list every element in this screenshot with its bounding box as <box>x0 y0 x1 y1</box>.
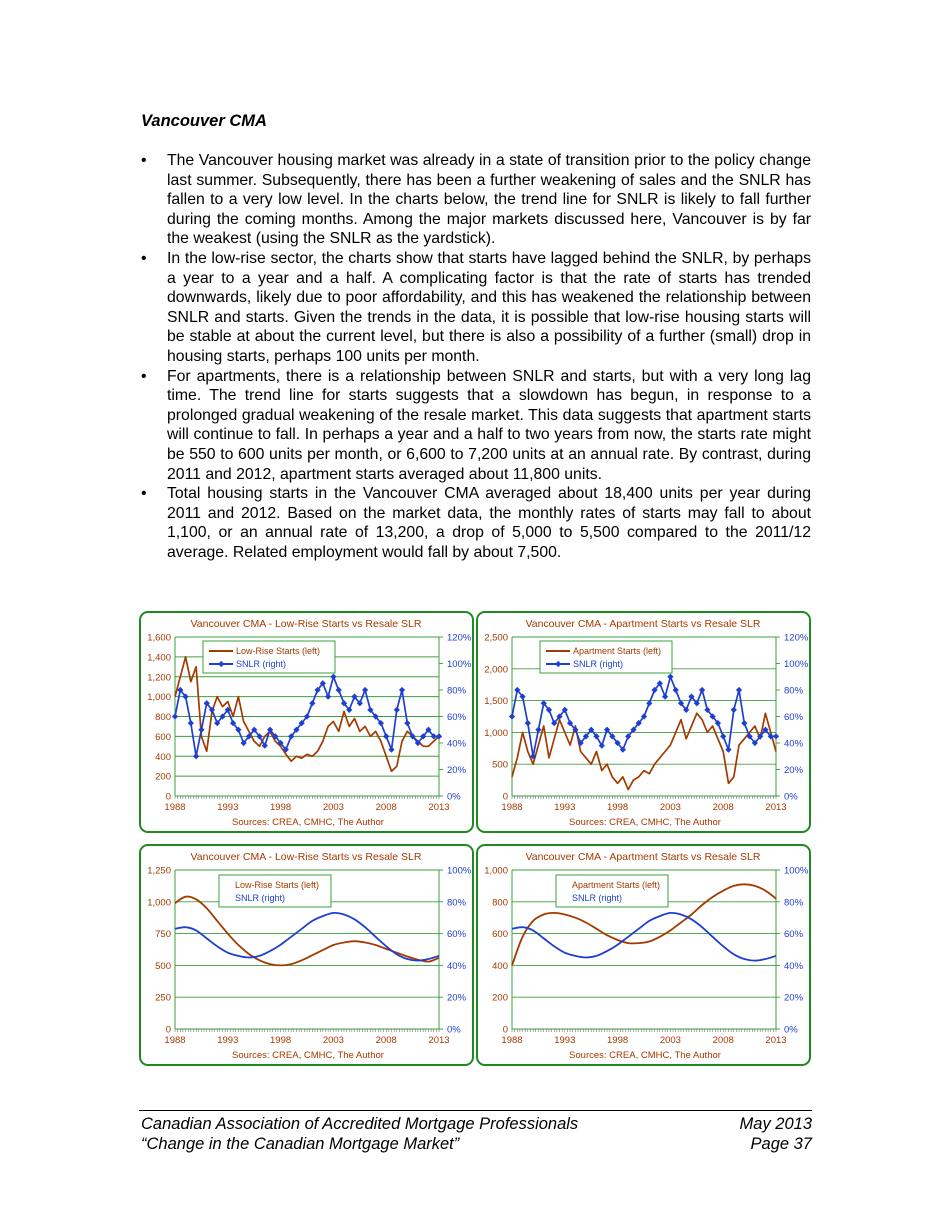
y-right-tick-label: 60% <box>447 929 467 941</box>
chart-apartment-monthly <box>476 611 811 833</box>
y-left-tick-label: 1,000 <box>484 727 508 739</box>
y-left-tick-label: 0 <box>165 791 171 803</box>
x-tick-label: 2013 <box>428 1035 450 1046</box>
footer-org: Canadian Association of Accredited Mortgage Professionals <box>141 1115 579 1133</box>
data-point-marker <box>198 727 204 733</box>
legend-label: SNLR (right) <box>236 659 287 669</box>
bullet-list <box>139 151 811 562</box>
chart-source: Sources: CREA, CMHC, The Author <box>569 817 721 828</box>
data-point-marker <box>188 720 194 726</box>
x-tick-label: 2008 <box>375 1035 397 1046</box>
data-point-marker <box>394 707 400 713</box>
data-point-marker <box>773 733 779 739</box>
x-tick-label: 2013 <box>765 802 787 813</box>
chart-svg <box>478 613 808 830</box>
x-tick-label: 2013 <box>428 802 450 813</box>
y-left-tick-label: 400 <box>492 960 508 972</box>
data-point-marker <box>673 687 679 693</box>
section-title: Vancouver CMA <box>141 112 267 130</box>
y-right-tick-label: 80% <box>784 897 804 909</box>
y-right-tick-label: 60% <box>447 712 467 723</box>
footer-report: “Change in the Canadian Mortgage Market” <box>141 1135 460 1153</box>
y-right-tick-label: 60% <box>784 929 804 941</box>
x-tick-label: 2013 <box>765 1035 787 1046</box>
x-tick-label: 1993 <box>217 802 239 813</box>
chart-lowrise-monthly <box>139 611 474 833</box>
chart-apartment-trend <box>476 844 811 1066</box>
bullet-text: In the low-rise sector, the charts show that starts have lagged behind the SNLR, by perhaps a year to a year and a half. A complicating factor is that the rate of starts has trended downwards, likely due to poor affordability, and this has weakened the relationship between SNLR and starts. Given the trends in the data, it is possible that low-rise housing starts will be stable at about the current level, but there is also a possibility of a further (small) drop in housing starts, perhaps 100 units per month. <box>167 249 811 365</box>
data-point-marker <box>404 720 410 726</box>
data-point-marker <box>330 674 336 680</box>
y-right-tick-label: 80% <box>784 685 804 697</box>
y-left-tick-label: 2,000 <box>484 664 508 676</box>
y-right-tick-label: 80% <box>447 685 467 697</box>
chart-svg <box>141 846 471 1063</box>
series-line <box>512 713 776 789</box>
list-item <box>139 151 811 249</box>
y-right-tick-label: 20% <box>784 992 804 1004</box>
y-left-tick-label: 500 <box>492 759 508 771</box>
y-right-tick-label: 0% <box>447 1024 461 1036</box>
y-right-tick-label: 100% <box>447 659 471 670</box>
legend-label: Low-Rise Starts (left) <box>236 646 321 656</box>
y-left-tick-label: 800 <box>155 712 171 723</box>
x-tick-label: 1993 <box>554 802 576 813</box>
bullet-mark: • <box>141 249 147 267</box>
x-tick-label: 2008 <box>375 802 397 813</box>
chart-source: Sources: CREA, CMHC, The Author <box>569 1050 721 1061</box>
bullet-text: The Vancouver housing market was already in a state of transition prior to the policy change last summer. Subsequently, there has been a further weakening of sales and the SNLR has fallen to a very low level. In the charts below, the trend line for SNLR is likely to fall further during the coming months. Among the major markets discussed here, Vancouver is by far the weakest (using the SNLR as the yardstick). <box>167 152 811 248</box>
bullet-mark: • <box>141 485 147 503</box>
data-point-marker <box>362 687 368 693</box>
chart-title: Vancouver CMA - Low-Rise Starts vs Resale SLR <box>190 851 422 863</box>
bullet-mark: • <box>141 152 147 169</box>
x-tick-label: 2003 <box>322 802 344 813</box>
x-tick-label: 1998 <box>270 802 292 813</box>
chart-title: Vancouver CMA - Apartment Starts vs Resale SLR <box>525 851 761 863</box>
x-tick-label: 1993 <box>217 1035 239 1046</box>
data-point-marker <box>662 694 668 700</box>
y-right-tick-label: 20% <box>447 765 467 776</box>
y-right-tick-label: 120% <box>784 632 808 644</box>
y-right-tick-label: 120% <box>447 632 471 644</box>
y-left-tick-label: 200 <box>155 771 171 783</box>
y-left-tick-label: 600 <box>155 731 171 743</box>
chart-title: Vancouver CMA - Low-Rise Starts vs Resale SLR <box>190 618 422 630</box>
y-left-tick-label: 500 <box>155 960 171 972</box>
y-left-tick-label: 0 <box>502 791 508 803</box>
data-point-marker <box>509 713 515 719</box>
bullet-text: Total housing starts in the Vancouver CMA averaged about 18,400 units per year during 2011 and 2012. Based on the market data, the monthly rates of starts may fall to about 1,100, or an annual rate of 13,200, a drop of 5,000 to 5,500 compared to the 2011/12 average. Related employment would fall by about 7,500. <box>167 485 811 561</box>
x-tick-label: 2003 <box>659 802 681 813</box>
x-tick-label: 2003 <box>322 1035 344 1046</box>
list-item <box>139 249 811 367</box>
data-point-marker <box>731 707 737 713</box>
legend-label: SNLR (right) <box>572 893 623 903</box>
y-right-tick-label: 40% <box>447 960 467 972</box>
y-right-tick-label: 20% <box>447 992 467 1004</box>
legend-label: Apartment Starts (left) <box>572 880 661 890</box>
y-right-tick-label: 40% <box>784 960 804 972</box>
y-left-tick-label: 1,600 <box>147 632 171 644</box>
data-point-marker <box>193 753 199 759</box>
data-point-marker <box>741 720 747 726</box>
y-left-tick-label: 1,000 <box>484 865 508 877</box>
data-point-marker <box>699 687 705 693</box>
y-left-tick-label: 0 <box>502 1024 508 1036</box>
y-left-tick-label: 1,500 <box>484 696 508 708</box>
chart-lowrise-trend <box>139 844 474 1066</box>
y-left-tick-label: 1,000 <box>147 897 171 909</box>
x-tick-label: 2003 <box>659 1035 681 1046</box>
footer-page: Page 37 <box>750 1135 812 1153</box>
chart-source: Sources: CREA, CMHC, The Author <box>232 1050 384 1061</box>
footer-left <box>141 1114 578 1154</box>
footer-date: May 2013 <box>739 1115 812 1133</box>
legend-label: SNLR (right) <box>573 659 624 669</box>
data-point-marker <box>399 687 405 693</box>
legend-label: Apartment Starts (left) <box>573 646 662 656</box>
y-right-tick-label: 0% <box>447 791 461 803</box>
y-right-tick-label: 0% <box>784 1024 798 1036</box>
y-right-tick-label: 100% <box>447 865 471 877</box>
data-point-marker <box>725 746 731 752</box>
legend-label: Low-Rise Starts (left) <box>235 880 320 890</box>
y-left-tick-label: 1,250 <box>147 865 171 877</box>
y-right-tick-label: 40% <box>784 738 804 750</box>
y-left-tick-label: 250 <box>155 992 171 1004</box>
x-tick-label: 1988 <box>501 1035 523 1046</box>
footer-rule <box>139 1110 812 1111</box>
y-left-tick-label: 1,200 <box>147 672 171 684</box>
y-right-tick-label: 100% <box>784 659 808 670</box>
x-tick-label: 2008 <box>712 802 734 813</box>
x-tick-label: 2008 <box>712 1035 734 1046</box>
x-tick-label: 1993 <box>554 1035 576 1046</box>
data-point-marker <box>388 746 394 752</box>
data-point-marker <box>736 687 742 693</box>
x-tick-label: 1988 <box>501 802 523 813</box>
data-point-marker <box>383 733 389 739</box>
chart-source: Sources: CREA, CMHC, The Author <box>232 817 384 828</box>
data-point-marker <box>525 720 531 726</box>
y-right-tick-label: 40% <box>447 738 467 750</box>
footer-right <box>740 1114 812 1154</box>
series-line <box>512 913 776 961</box>
data-point-marker <box>667 674 673 680</box>
y-right-tick-label: 100% <box>784 865 808 877</box>
bullet-mark: • <box>141 367 147 385</box>
y-left-tick-label: 1,000 <box>147 692 171 704</box>
y-left-tick-label: 2,500 <box>484 632 508 644</box>
legend-label: SNLR (right) <box>235 893 286 903</box>
x-tick-label: 1988 <box>164 1035 186 1046</box>
y-left-tick-label: 200 <box>492 992 508 1004</box>
y-right-tick-label: 60% <box>784 712 804 723</box>
chart-title: Vancouver CMA - Apartment Starts vs Resale SLR <box>525 618 761 630</box>
y-left-tick-label: 600 <box>492 929 508 941</box>
data-point-marker <box>646 700 652 706</box>
data-point-marker <box>535 727 541 733</box>
data-point-marker <box>309 700 315 706</box>
x-tick-label: 1988 <box>164 802 186 813</box>
y-right-tick-label: 80% <box>447 897 467 909</box>
x-tick-label: 1998 <box>607 802 629 813</box>
y-left-tick-label: 0 <box>165 1024 171 1036</box>
list-item <box>139 367 811 485</box>
y-left-tick-label: 800 <box>492 897 508 909</box>
chart-svg <box>478 846 808 1063</box>
y-right-tick-label: 20% <box>784 765 804 776</box>
y-left-tick-label: 750 <box>155 929 171 941</box>
x-tick-label: 1998 <box>270 1035 292 1046</box>
bullet-text: For apartments, there is a relationship between SNLR and starts, but with a very long lag time. The trend line for starts suggests that a slowdown has begun, in response to a prolonged gradual weakening of the resale market. This data suggests that apartment starts will continue to fall. In perhaps a year and a half to two years from now, the starts rate might be 550 to 600 units per month, or 6,600 to 7,200 units at an annual rate. By contrast, during 2011 and 2012, apartment starts averaged about 11,800 units. <box>167 367 811 483</box>
data-point-marker <box>325 694 331 700</box>
list-item <box>139 484 811 562</box>
data-point-marker <box>172 713 178 719</box>
y-left-tick-label: 1,400 <box>147 652 171 664</box>
data-point-marker <box>720 733 726 739</box>
y-right-tick-label: 0% <box>784 791 798 803</box>
data-point-marker <box>336 687 342 693</box>
x-tick-label: 1998 <box>607 1035 629 1046</box>
y-left-tick-label: 400 <box>155 751 171 763</box>
chart-svg <box>141 613 471 830</box>
